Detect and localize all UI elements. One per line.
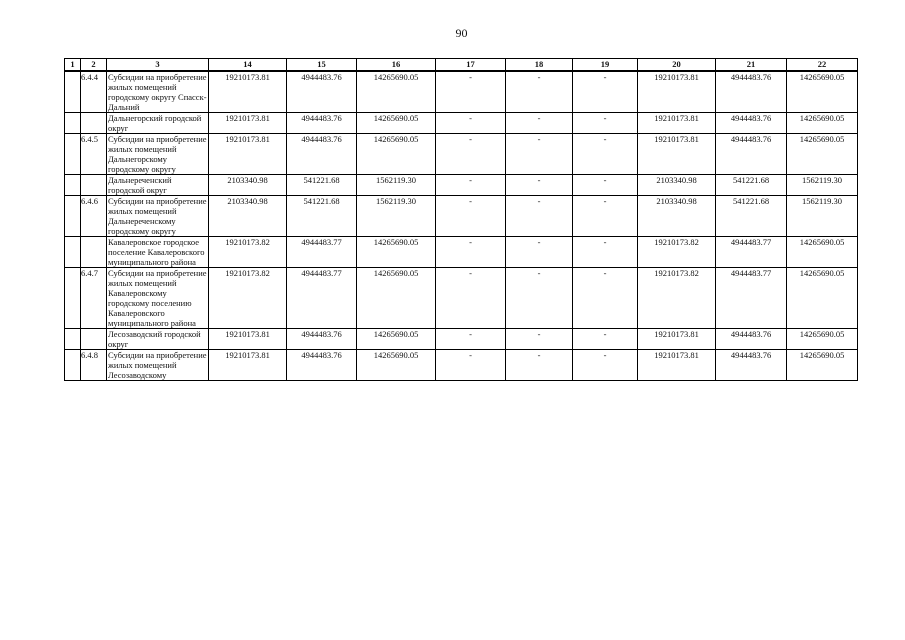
value-cell-14: 19210173.81 xyxy=(209,113,287,134)
value-cell-21: 4944483.77 xyxy=(716,237,787,268)
column-header-22: 22 xyxy=(787,59,858,72)
value-cell-19: - xyxy=(573,175,638,196)
value-cell-21: 4944483.77 xyxy=(716,268,787,329)
value-cell-14: 2103340.98 xyxy=(209,196,287,237)
column-header-18: 18 xyxy=(506,59,573,72)
value-cell-22: 14265690.05 xyxy=(787,113,858,134)
value-cell-15: 4944483.76 xyxy=(287,71,357,113)
value-cell-16: 14265690.05 xyxy=(357,237,436,268)
value-cell-20: 2103340.98 xyxy=(638,175,716,196)
value-cell-18: - xyxy=(506,134,573,175)
value-cell-19: - xyxy=(573,268,638,329)
row-name-cell: Субсидии на приобретение жилых помещений Дальнереченскому городскому округу xyxy=(108,196,207,236)
value-cell-18: - xyxy=(506,175,573,196)
row-name-cell: Субсидии на приобретение жилых помещений Лесозаводскому xyxy=(108,350,207,380)
value-cell-18: - xyxy=(506,196,573,237)
value-cell-14: 19210173.81 xyxy=(209,71,287,113)
value-cell-20: 19210173.82 xyxy=(638,237,716,268)
value-cell-17: - xyxy=(436,196,506,237)
value-cell-22: 14265690.05 xyxy=(787,134,858,175)
value-cell-18: - xyxy=(506,350,573,381)
value-cell-20: 19210173.81 xyxy=(638,134,716,175)
row-code-cell: 6.4.4 xyxy=(81,71,107,113)
row-index-cell xyxy=(65,196,81,237)
value-cell-17: - xyxy=(436,268,506,329)
value-cell-21: 4944483.76 xyxy=(716,329,787,350)
column-header-19: 19 xyxy=(573,59,638,72)
value-cell-17: - xyxy=(436,71,506,113)
row-index-cell xyxy=(65,350,81,381)
value-cell-19: - xyxy=(573,113,638,134)
row-name-cell: Субсидии на приобретение жилых помещений Дальнегорскому городскому округу xyxy=(108,134,207,174)
value-cell-17: - xyxy=(436,134,506,175)
value-cell-18: - xyxy=(506,113,573,134)
value-cell-19: - xyxy=(573,329,638,350)
value-cell-19: - xyxy=(573,350,638,381)
value-cell-18: - xyxy=(506,237,573,268)
table-row xyxy=(65,175,858,196)
column-header-14: 14 xyxy=(209,59,287,72)
table-row xyxy=(65,268,858,329)
value-cell-21: 4944483.76 xyxy=(716,350,787,381)
value-cell-15: 541221.68 xyxy=(287,175,357,196)
value-cell-20: 19210173.82 xyxy=(638,268,716,329)
value-cell-17: - xyxy=(436,350,506,381)
value-cell-14: 2103340.98 xyxy=(209,175,287,196)
value-cell-22: 14265690.05 xyxy=(787,71,858,113)
row-name-cell: Дальнереченский городской округ xyxy=(107,175,209,196)
column-header-16: 16 xyxy=(357,59,436,72)
row-code-cell: 6.4.5 xyxy=(81,134,107,175)
row-name-cell: Кавалеровское городское поселение Кавалеровского муниципального района xyxy=(107,237,209,268)
row-index-cell xyxy=(65,71,81,113)
page-number: 90 xyxy=(455,26,468,40)
table-row xyxy=(65,237,858,268)
value-cell-19: - xyxy=(573,71,638,113)
value-cell-14: 19210173.81 xyxy=(209,350,287,381)
column-header-1: 1 xyxy=(65,59,81,72)
value-cell-17: - xyxy=(436,113,506,134)
value-cell-15: 4944483.76 xyxy=(287,113,357,134)
row-index-cell xyxy=(65,134,81,175)
value-cell-22: 14265690.05 xyxy=(787,268,858,329)
value-cell-15: 4944483.76 xyxy=(287,134,357,175)
value-cell-16: 14265690.05 xyxy=(357,113,436,134)
value-cell-21: 541221.68 xyxy=(716,196,787,237)
value-cell-15: 4944483.76 xyxy=(287,350,357,381)
value-cell-16: 1562119.30 xyxy=(357,196,436,237)
value-cell-15: 4944483.77 xyxy=(287,268,357,329)
row-index-cell xyxy=(65,175,81,196)
row-code-cell xyxy=(81,329,107,350)
value-cell-14: 19210173.82 xyxy=(209,237,287,268)
row-index-cell xyxy=(65,237,81,268)
value-cell-14: 19210173.81 xyxy=(209,329,287,350)
row-code-cell: 6.4.8 xyxy=(81,350,107,381)
value-cell-21: 4944483.76 xyxy=(716,71,787,113)
row-code-cell: 6.4.6 xyxy=(81,196,107,237)
value-cell-19: - xyxy=(573,134,638,175)
row-code-cell xyxy=(81,237,107,268)
row-name-cell: Субсидии на приобретение жилых помещений Кавалеровскому городскому поселению Кавалеровского муниципального района xyxy=(108,268,207,328)
row-index-cell xyxy=(65,113,81,134)
value-cell-20: 19210173.81 xyxy=(638,71,716,113)
column-header-21: 21 xyxy=(716,59,787,72)
value-cell-21: 4944483.76 xyxy=(716,134,787,175)
value-cell-15: 4944483.76 xyxy=(287,329,357,350)
value-cell-22: 14265690.05 xyxy=(787,329,858,350)
value-cell-21: 541221.68 xyxy=(716,175,787,196)
header-row xyxy=(65,59,858,72)
column-header-2: 2 xyxy=(81,59,107,72)
table-row xyxy=(65,113,858,134)
value-cell-16: 14265690.05 xyxy=(357,71,436,113)
value-cell-17: - xyxy=(436,175,506,196)
value-cell-18: - xyxy=(506,329,573,350)
value-cell-16: 14265690.05 xyxy=(357,350,436,381)
value-cell-16: 1562119.30 xyxy=(357,175,436,196)
value-cell-16: 14265690.05 xyxy=(357,134,436,175)
table-row xyxy=(65,134,858,175)
value-cell-22: 1562119.30 xyxy=(787,175,858,196)
value-cell-17: - xyxy=(436,329,506,350)
column-header-20: 20 xyxy=(638,59,716,72)
table-row xyxy=(65,196,858,237)
row-code-cell xyxy=(81,175,107,196)
value-cell-20: 19210173.81 xyxy=(638,113,716,134)
budget-table xyxy=(64,58,858,381)
value-cell-16: 14265690.05 xyxy=(357,329,436,350)
row-name-cell: Субсидии на приобретение жилых помещений городскому округу Спасск-Дальний xyxy=(108,72,207,112)
column-header-17: 17 xyxy=(436,59,506,72)
row-code-cell: 6.4.7 xyxy=(81,268,107,329)
value-cell-15: 541221.68 xyxy=(287,196,357,237)
value-cell-20: 2103340.98 xyxy=(638,196,716,237)
column-header-15: 15 xyxy=(287,59,357,72)
row-name-cell: Лесозаводский городской округ xyxy=(107,329,209,350)
value-cell-17: - xyxy=(436,237,506,268)
value-cell-19: - xyxy=(573,237,638,268)
value-cell-14: 19210173.81 xyxy=(209,134,287,175)
table-row xyxy=(65,329,858,350)
value-cell-22: 14265690.05 xyxy=(787,350,858,381)
value-cell-18: - xyxy=(506,268,573,329)
value-cell-15: 4944483.77 xyxy=(287,237,357,268)
value-cell-19: - xyxy=(573,196,638,237)
value-cell-22: 1562119.30 xyxy=(787,196,858,237)
value-cell-14: 19210173.82 xyxy=(209,268,287,329)
value-cell-16: 14265690.05 xyxy=(357,268,436,329)
table-row xyxy=(65,350,858,381)
table-row xyxy=(65,71,858,113)
value-cell-20: 19210173.81 xyxy=(638,329,716,350)
value-cell-21: 4944483.76 xyxy=(716,113,787,134)
value-cell-18: - xyxy=(506,71,573,113)
row-name-cell: Дальнегорский городской округ xyxy=(107,113,209,134)
row-index-cell xyxy=(65,268,81,329)
column-header-3: 3 xyxy=(107,59,209,72)
row-code-cell xyxy=(81,113,107,134)
row-index-cell xyxy=(65,329,81,350)
table-body xyxy=(65,71,858,381)
value-cell-22: 14265690.05 xyxy=(787,237,858,268)
value-cell-20: 19210173.81 xyxy=(638,350,716,381)
